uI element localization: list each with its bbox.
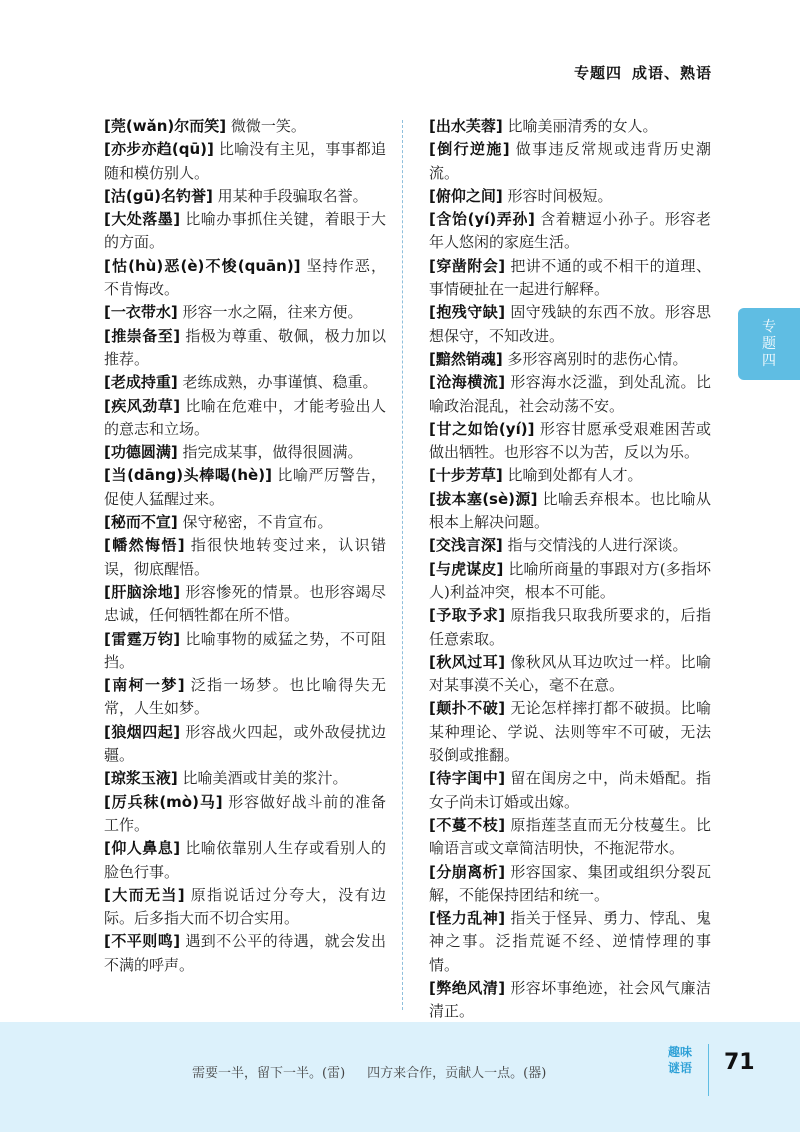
idiom-term: [沧海横流]: [429, 373, 506, 392]
idiom-term: [颠扑不破]: [429, 699, 506, 718]
idiom-term: [怪力乱神]: [429, 909, 506, 928]
idiom-definition: 指极为尊重、敬佩，极力加以推荐。: [104, 326, 386, 368]
idiom-definition: 留在闺房之中，尚未婚配。指女子尚未订婚或出嫁。: [429, 769, 711, 811]
idiom-entry: [104, 138, 386, 185]
idiom-term: [幡然悔悟]: [104, 536, 185, 555]
idiom-term: [拔本塞(sè)源]: [429, 489, 538, 508]
fun-riddle-label: [658, 1044, 702, 1076]
idiom-entry: [429, 115, 711, 138]
idiom-definition: 原指莲茎直而无分枝蔓生。比喻语言或文章简洁明快，不拖泥带水。: [429, 815, 711, 858]
idiom-entry: [429, 814, 711, 861]
idiom-term: [弊绝风清]: [429, 978, 506, 997]
fun-label-1: 趣味: [667, 1045, 692, 1059]
idiom-definition: 形容做好战斗前的准备工作。: [104, 792, 386, 834]
idiom-term: [老成持重]: [104, 373, 178, 392]
idiom-term: [怙(hù)恶(è)不悛(quān)]: [104, 256, 301, 275]
idiom-term: [琼浆玉液]: [104, 769, 178, 788]
idiom-definition: 比喻美丽清秀的女人。: [507, 117, 658, 135]
idiom-term: [黯然销魂]: [429, 349, 503, 368]
idiom-entry: [104, 511, 386, 534]
idiom-entry: [429, 861, 711, 908]
idiom-entry: [104, 534, 386, 581]
idiom-term: [沽(gū)名钓誉]: [104, 186, 213, 205]
column-divider: [402, 120, 403, 1010]
idiom-entry: [104, 628, 386, 675]
idiom-entry: [104, 464, 386, 511]
idiom-definition: 形容国家、集团或组织分裂瓦解，不能保持团结和统一。: [429, 862, 711, 904]
section-side-tab[interactable]: [738, 308, 800, 380]
fun-label-2: 谜语: [667, 1061, 692, 1075]
riddle-line: [192, 1062, 546, 1081]
idiom-term: [秘而不宣]: [104, 513, 178, 532]
header-section: 专题四: [573, 64, 622, 82]
idiom-definition: 保守秘密，不肯宣布。: [182, 513, 333, 532]
idiom-definition: 比喻到处都有人才。: [507, 466, 643, 485]
idiom-term: [穿凿附会]: [429, 256, 506, 275]
idiom-definition: 指完成某事，做得很圆满。: [182, 443, 363, 462]
idiom-definition: 遇到不公平的待遇，就会发出不满的呼声。: [104, 932, 386, 974]
idiom-entry: [429, 558, 711, 605]
side-tab-label: 专题四: [762, 318, 776, 369]
idiom-definition: 比喻依靠别人生存或看别人的脸色行事。: [104, 839, 386, 881]
idiom-term: [狼烟四起]: [104, 722, 181, 741]
idiom-entry: [104, 884, 386, 931]
idiom-term: [不蔓不枝]: [429, 815, 506, 834]
page-footer: [0, 1022, 800, 1132]
idiom-term: [厉兵秣(mò)马]: [104, 792, 223, 811]
idiom-term: [抱残守缺]: [429, 303, 506, 322]
idiom-definition: 原指我只取我所要求的，后指任意索取。: [429, 606, 711, 648]
idiom-term: [与虎谋皮]: [429, 559, 504, 578]
idiom-entry: [104, 837, 386, 884]
idiom-entry: [104, 791, 386, 838]
idiom-definition: 形容甘愿承受艰难困苦或做出牺牲。也形容不以为苦，反以为乐。: [429, 419, 711, 462]
riddle-2: 四方来合作，贡献人一点。(器): [367, 1066, 547, 1081]
idiom-entry: [429, 767, 711, 814]
idiom-term: [一衣带水]: [104, 303, 178, 322]
idiom-entry: [429, 255, 711, 302]
idiom-term: [甘之如饴(yí)]: [429, 419, 535, 438]
idiom-entry: [429, 208, 711, 255]
idiom-term: [予取予求]: [429, 606, 506, 625]
idiom-entry: [104, 721, 386, 768]
idiom-entry: [104, 371, 386, 394]
idiom-term: [待字闺中]: [429, 769, 506, 788]
idiom-definition: 原指说话过分夸大，没有边际。后多指大而不切合实用。: [104, 885, 386, 928]
idiom-entry: [104, 325, 386, 372]
idiom-term: [含饴(yí)弄孙]: [429, 210, 535, 229]
idiom-entry: [104, 185, 386, 208]
idiom-term: [当(dāng)头棒喝(hè)]: [104, 466, 272, 485]
idiom-entry: [104, 115, 386, 138]
idiom-definition: 无论怎样摔打都不破损。比喻某种理论、学说、法则等牢不可破，无法驳倒或推翻。: [429, 699, 711, 765]
idiom-definition: 形容惨死的情景。也形容竭尽忠诚，任何牺牲都在所不惜。: [104, 582, 386, 625]
idiom-definition: 做事违反常规或违背历史潮流。: [429, 140, 711, 182]
idiom-entry: [104, 767, 386, 790]
idiom-term: [仰人鼻息]: [104, 839, 181, 858]
idiom-entry: [429, 371, 711, 418]
idiom-definition: 比喻办事抓住关键，着眼于大的方面。: [104, 210, 386, 252]
idiom-term: [南柯一梦]: [104, 676, 185, 695]
idiom-term: [雷霆万钧]: [104, 629, 181, 648]
idiom-definition: 比喻没有主见，事事都追随和模仿别人。: [104, 140, 386, 182]
idiom-definition: 泛指一场梦。也比喻得失无常，人生如梦。: [104, 676, 386, 718]
idiom-term: [十步芳草]: [429, 466, 503, 485]
idiom-term: [大而无当]: [104, 885, 185, 904]
idiom-definition: 比喻事物的威猛之势，不可阻挡。: [104, 629, 386, 671]
idiom-definition: 比喻在危难中，才能考验出人的意志和立场。: [104, 396, 386, 438]
idiom-entry: [429, 534, 711, 557]
idiom-definition: 把讲不通的或不相干的道理、事情硬扯在一起进行解释。: [429, 256, 711, 299]
idiom-term: [疾风劲草]: [104, 396, 181, 415]
idiom-definition: 形容时间极短。: [507, 186, 613, 205]
idiom-definition: 比喻丢弃根本。也比喻从根本上解决问题。: [429, 489, 711, 532]
idiom-definition: 形容一水之隔，往来方便。: [182, 303, 363, 322]
idiom-definition: 比喻所商量的事跟对方(多指坏人)利益冲突，根本不可能。: [429, 559, 711, 601]
idiom-entry: [104, 930, 386, 977]
header-topic: 成语、熟语: [631, 64, 712, 82]
idiom-term: [分崩离析]: [429, 862, 506, 881]
idiom-definition: 形容坏事绝迹，社会风气廉洁清正。: [429, 978, 711, 1021]
idiom-term: [倒行逆施]: [429, 140, 510, 159]
idiom-entry: [429, 418, 711, 465]
idiom-definition: 像秋风从耳边吹过一样。比喻对某事漠不关心，毫不在意。: [429, 652, 711, 695]
idiom-definition: 固守残缺的东西不放。形容思想保守，不知改进。: [429, 303, 711, 345]
idiom-entry: [429, 488, 711, 535]
idiom-entry: [429, 907, 711, 977]
idiom-entry: [429, 301, 711, 348]
page-number: 71: [724, 1050, 755, 1075]
idiom-definition: 指关于怪异、勇力、悖乱、鬼神之事。泛指荒诞不经、逆情悖理的事情。: [429, 909, 711, 974]
idiom-term: [不平则鸣]: [104, 932, 181, 951]
riddle-1: 需要一半，留下一半。(雷): [192, 1066, 346, 1081]
idiom-entry: [429, 977, 711, 1024]
idiom-term: [出水芙蓉]: [429, 117, 503, 135]
idiom-term: [交浅言深]: [429, 536, 503, 555]
idiom-term: [肝脑涂地]: [104, 582, 181, 601]
idiom-entry: [104, 208, 386, 255]
left-column: [104, 115, 386, 977]
idiom-entry: [429, 604, 711, 651]
idiom-term: [亦步亦趋(qū)]: [104, 140, 214, 159]
idiom-definition: 指与交情浅的人进行深谈。: [507, 536, 688, 555]
idiom-entry: [429, 348, 711, 371]
idiom-entry: [429, 185, 711, 208]
idiom-definition: 比喻美酒或甘美的浆汁。: [182, 769, 348, 788]
idiom-term: [大处落墨]: [104, 210, 181, 229]
idiom-definition: 含着糖逗小孙子。形容老年人悠闲的家庭生活。: [429, 210, 711, 252]
idiom-entry: [429, 651, 711, 698]
idiom-definition: 指很快地转变过来，认识错误，彻底醒悟。: [104, 536, 386, 578]
idiom-definition: 形容海水泛滥，到处乱流。比喻政治混乱，社会动荡不安。: [429, 373, 711, 415]
idiom-entry: [429, 697, 711, 767]
right-column: [429, 115, 711, 1024]
idiom-term: [秋风过耳]: [429, 652, 506, 671]
idiom-entry: [104, 581, 386, 628]
idiom-entry: [429, 138, 711, 185]
idiom-term: [功德圆满]: [104, 443, 178, 462]
idiom-definition: 形容战火四起，或外敌侵扰边疆。: [104, 722, 386, 765]
idiom-definition: 微微一笑。: [230, 117, 306, 135]
idiom-entry: [104, 674, 386, 721]
idiom-term: [莞(wǎn)尔而笑]: [104, 117, 227, 135]
footer-divider: [708, 1044, 709, 1096]
idiom-term: [推崇备至]: [104, 326, 181, 345]
idiom-entry: [104, 301, 386, 324]
idiom-term: [俯仰之间]: [429, 186, 503, 205]
idiom-entry: [104, 395, 386, 442]
idiom-definition: 坚持作恶，不肯悔改。: [104, 256, 386, 299]
idiom-entry: [104, 255, 386, 302]
idiom-definition: 比喻严厉警告，促使人猛醒过来。: [104, 466, 386, 508]
idiom-entry: [429, 464, 711, 487]
page-header: [574, 62, 712, 83]
idiom-definition: 老练成熟，办事谨慎、稳重。: [182, 373, 378, 392]
idiom-definition: 多形容离别时的悲伤心情。: [507, 349, 688, 368]
idiom-entry: [104, 441, 386, 464]
idiom-definition: 用某种手段骗取名誉。: [217, 186, 368, 205]
